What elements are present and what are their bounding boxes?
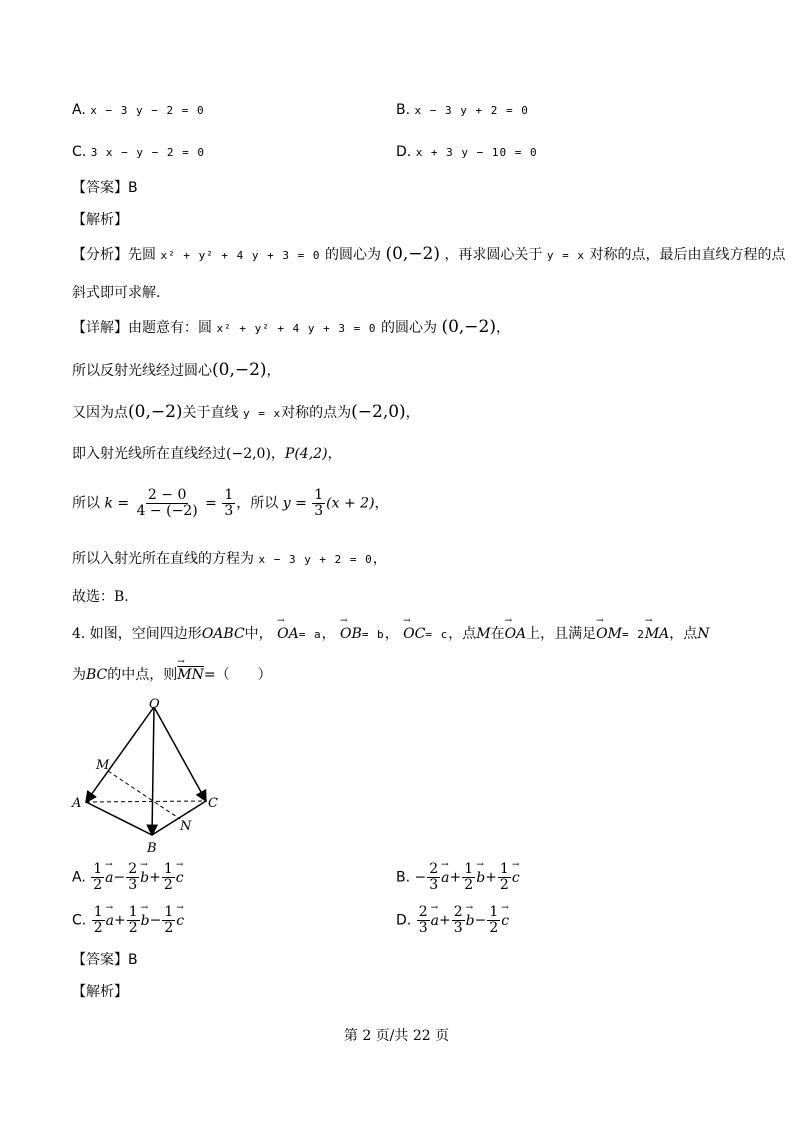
vector-oc: → OC [403, 622, 425, 644]
operator: − [113, 869, 126, 886]
numerator: 1 [224, 487, 234, 503]
punctuation: ， [405, 405, 420, 421]
equals: = [205, 495, 217, 512]
option-label: A. [72, 869, 86, 886]
step-5 [72, 549, 387, 570]
vector-b: → b [476, 866, 485, 888]
analysis-tag: 【解析】 [72, 984, 128, 1000]
label-a: A [72, 796, 82, 811]
denominator: 3 [128, 877, 138, 893]
operator: + [149, 869, 161, 886]
coefficient [427, 862, 440, 893]
coefficient [498, 862, 511, 893]
line-label: y = [282, 495, 307, 512]
operator: + [485, 869, 497, 886]
question-4-line-2 [72, 663, 272, 685]
slope-fraction [135, 488, 200, 519]
numerator: 1 [464, 861, 474, 877]
point-n: N [697, 626, 710, 642]
step-text: 即入射光线所在直线经过 [72, 446, 226, 462]
punctuation: ， [321, 626, 336, 642]
line-tail: (x + 2) [326, 495, 375, 512]
option-c [72, 142, 205, 163]
coefficient [91, 862, 104, 893]
option-b-text: x − 3 y + 2 = 0 [414, 104, 529, 117]
numerator: 2 [429, 861, 439, 877]
numerator: 1 [93, 861, 103, 877]
segment-mn-hidden [108, 771, 180, 819]
vector-a: → a [105, 866, 113, 888]
punctuation: ， [270, 446, 285, 462]
denominator: 3 [429, 877, 439, 893]
analysis-heading-2 [72, 982, 128, 1002]
fenxi-text: 斜式即可求解. [72, 285, 161, 301]
denominator: 3 [418, 920, 428, 936]
step-text: ，所以 [236, 495, 279, 512]
coefficient [462, 862, 475, 893]
question-text: ，点 [669, 626, 698, 642]
operator: − [149, 912, 162, 929]
vector-b: → b [140, 866, 149, 888]
denominator: 3 [314, 503, 324, 519]
step-text: 所以 [72, 495, 100, 512]
coefficient [162, 862, 175, 893]
denominator: 2 [489, 920, 499, 936]
vector-b: → b [141, 909, 150, 931]
segment-bc: BC [86, 667, 108, 683]
answer-value: B [128, 180, 138, 196]
line-equation: y = x [546, 249, 586, 262]
numerator: 1 [128, 904, 138, 920]
coefficient [162, 905, 175, 936]
punctuation: ， [374, 495, 389, 512]
xiangjie-text: 的圆心为 [380, 320, 437, 336]
vector-eq: = c [425, 628, 449, 641]
line-equation: y = x [243, 407, 282, 420]
slope-label: k = [104, 495, 130, 512]
label-b: B [147, 841, 157, 855]
numerator: 1 [314, 487, 324, 503]
vector-eq: = 2 [621, 628, 645, 641]
punctuation: ， [495, 320, 510, 336]
answer-value: B [128, 952, 138, 968]
point: (−2,0) [226, 446, 271, 462]
numerator: 1 [164, 904, 174, 920]
edge-ob [152, 707, 154, 835]
option-d [396, 142, 538, 163]
vector-b: → b [466, 909, 475, 931]
fenxi-line-2 [72, 283, 160, 303]
denominator: 2 [164, 920, 174, 936]
vector-c: → c [176, 909, 184, 931]
denominator: 2 [464, 877, 474, 893]
edge-ab [86, 802, 152, 835]
option-a-label: A. [72, 102, 86, 118]
point: (0,−2) [212, 360, 267, 380]
choice-text: 故选：B. [72, 589, 129, 605]
line-coefficient [312, 488, 325, 519]
fenxi-text: 对称的点，最后由直线方程的点 [589, 247, 786, 263]
operator: − [414, 869, 427, 886]
vector-eq: = a [298, 628, 322, 641]
option-a [72, 100, 205, 121]
coefficient [417, 905, 430, 936]
point-m: M [476, 626, 491, 642]
question-text: 中， [244, 626, 273, 642]
analysis-heading-1 [72, 210, 128, 230]
numerator: 2 − 0 [147, 487, 187, 503]
answer-line-1 [72, 178, 138, 198]
operator: − [474, 912, 487, 929]
edge-oa [86, 707, 154, 802]
vector-c: → c [176, 866, 184, 888]
coefficient [487, 905, 500, 936]
denominator: 2 [93, 920, 103, 936]
numerator: 2 [453, 904, 463, 920]
vector-c: → c [501, 909, 509, 931]
xiangjie-text: 【详解】由题意有：圆 [72, 320, 212, 336]
option-a-text: x − 3 y − 2 = 0 [90, 104, 205, 117]
question-text: =（ ） [203, 667, 272, 683]
vector-mn: → $\overline{MN}$ [177, 663, 204, 685]
point: P(4,2) [284, 446, 328, 462]
denominator: 3 [453, 920, 463, 936]
vector-eq: = b [361, 628, 385, 641]
step-text: 关于直线 [182, 405, 239, 421]
vector-oa: → OA [277, 622, 299, 644]
coefficient [92, 905, 105, 936]
step-4 [72, 488, 389, 519]
denominator: 2 [93, 877, 103, 893]
punctuation: ， [266, 363, 281, 379]
xiangjie-line [72, 317, 510, 339]
circle-equation: x² + y² + 4 y + 3 = 0 [216, 322, 377, 335]
option-label: B. [396, 869, 411, 886]
punctuation: ， [372, 551, 387, 567]
option-d-text: x + 3 y − 10 = 0 [415, 146, 538, 159]
fenxi-text: 的圆心为 [324, 247, 381, 263]
numerator: 2 [128, 861, 138, 877]
coefficient [126, 862, 139, 893]
vector-c: → c [512, 866, 520, 888]
numerator: 1 [163, 861, 173, 877]
question-text: 上，且满足 [526, 626, 597, 642]
operator: + [438, 912, 451, 929]
denominator: 4 − (−2) [136, 503, 198, 519]
operator: + [113, 912, 126, 929]
denominator: 2 [128, 920, 138, 936]
numerator: 2 [418, 904, 428, 920]
vector-om: → OM [596, 622, 622, 644]
step-1 [72, 360, 281, 381]
option-label: C. [72, 912, 87, 929]
circle-equation: x² + y² + 4 y + 3 = 0 [160, 249, 321, 262]
vector-ma: → MA [645, 622, 669, 644]
label-o: O [149, 697, 160, 712]
step-text: 对称的点为 [281, 405, 352, 421]
q4-option-d [396, 905, 509, 936]
fenxi-line [72, 244, 785, 266]
edge-ac-hidden [86, 801, 206, 802]
answer-line-2 [72, 950, 138, 970]
vector-a: → a [431, 909, 439, 931]
numerator: 1 [93, 904, 103, 920]
answer-tag: 【答案】 [72, 180, 128, 196]
step-2 [72, 402, 420, 424]
question-text: ，点 [448, 626, 477, 642]
center-point: (0,−2) [441, 317, 496, 337]
option-b [396, 100, 529, 121]
numerator: 1 [489, 904, 499, 920]
shape-label: OABC [201, 626, 245, 642]
point: (0,−2) [128, 402, 183, 422]
coefficient [452, 905, 465, 936]
punctuation: ， [327, 446, 342, 462]
fenxi-text: 【分析】先圆 [72, 247, 156, 263]
denominator: 2 [499, 877, 509, 893]
fenxi-text: ，再求圆心关于 [444, 247, 543, 263]
slope-value [222, 488, 235, 519]
answer-equation: x − 3 y + 2 = 0 [258, 553, 373, 566]
question-text: 为 [72, 667, 86, 683]
option-label: D. [396, 912, 412, 929]
edge-oc [154, 707, 206, 801]
coefficient [127, 905, 140, 936]
center-point: (0,−2) [385, 244, 440, 264]
operator: + [449, 869, 462, 886]
punctuation: ， [384, 626, 399, 642]
vector-oa: → OA [505, 622, 527, 644]
label-m: M [96, 758, 110, 773]
q4-option-a [72, 862, 184, 893]
step-6 [72, 587, 129, 607]
step-text: 所以入射光所在直线的方程为 [72, 551, 254, 567]
option-c-label: C. [72, 144, 87, 160]
q4-option-b [396, 862, 520, 893]
option-b-label: B. [396, 102, 411, 118]
vector-a: → a [441, 866, 449, 888]
option-c-text: 3 x − y − 2 = 0 [90, 146, 206, 159]
step-text: 所以反射光线经过圆心 [72, 363, 212, 379]
q4-option-c [72, 905, 184, 936]
label-c: C [208, 796, 218, 811]
denominator: 3 [224, 503, 234, 519]
question-4-line-1 [72, 622, 710, 645]
answer-tag: 【答案】 [72, 952, 128, 968]
point: (−2,0) [351, 402, 406, 422]
denominator: 2 [163, 877, 173, 893]
page-footer: 第 2 页/共 22 页 [343, 1028, 450, 1044]
step-3 [72, 444, 342, 464]
question-text: 4. 如图，空间四边形 [72, 626, 202, 642]
analysis-tag: 【解析】 [72, 212, 128, 228]
question-text: 在 [490, 626, 505, 642]
step-text: 又因为点 [72, 405, 128, 421]
question-text: 的中点，则 [107, 667, 178, 683]
option-d-label: D. [396, 144, 412, 160]
numerator: 1 [499, 861, 509, 877]
vector-a: → a [106, 909, 114, 931]
vector-ob: → OB [340, 622, 362, 644]
label-n: N [180, 819, 192, 834]
tetrahedron-figure [70, 695, 230, 855]
